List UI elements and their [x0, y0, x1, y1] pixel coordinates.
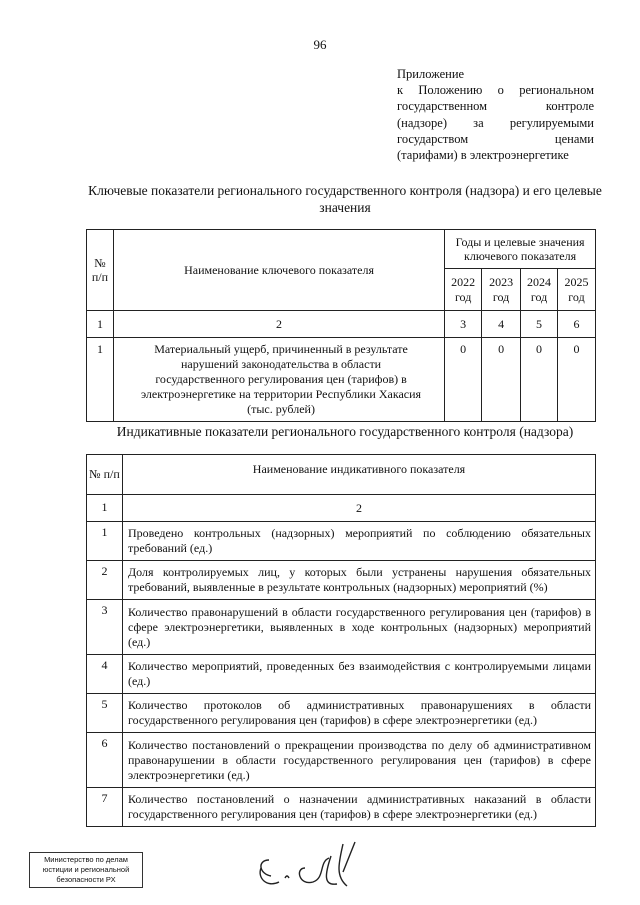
appendix-line: (тарифами) в электроэнергетике — [397, 148, 569, 163]
row-num: 7 — [87, 788, 123, 827]
row-value: 0 — [482, 338, 521, 422]
stamp-line: безопасности РХ — [56, 875, 116, 884]
row-name: Проведено контрольных (надзорных) мероприятий по соблюдению обязательных требований (ед.) — [123, 522, 596, 561]
row-num: 3 — [87, 600, 123, 655]
row-num: 4 — [87, 655, 123, 694]
row-num: 5 — [87, 694, 123, 733]
appendix-line: государственном контроле — [397, 99, 594, 114]
indicative-indicators-table — [86, 454, 596, 827]
year-header: 2024 год — [521, 269, 558, 311]
key-indicators-title: Ключевые показатели регионального государственного контроля (надзора) и его целевые значения — [88, 183, 602, 215]
row-value: 0 — [558, 338, 596, 422]
index-cell: 2 — [123, 495, 596, 522]
index-cell: 5 — [521, 311, 558, 338]
index-cell: 2 — [113, 311, 444, 338]
appendix-header — [397, 66, 594, 163]
table-row — [87, 788, 596, 827]
year-header: 2025 год — [558, 269, 596, 311]
stamp-line: Министерство по делам — [44, 855, 128, 864]
appendix-line: государством ценами — [397, 131, 594, 146]
key-indicators-table — [86, 229, 596, 422]
indicative-indicators-title: Индикативные показатели регионального государственного контроля (надзора) — [116, 424, 574, 439]
col-years-header: Годы и целевые значения ключевого показателя — [445, 230, 596, 269]
row-num: 1 — [87, 338, 114, 422]
row-num: 1 — [87, 522, 123, 561]
stamp-line: юстиции и региональной — [42, 865, 130, 874]
row-num: 2 — [87, 561, 123, 600]
table-row — [87, 694, 596, 733]
index-cell: 6 — [558, 311, 596, 338]
signature-icon — [255, 838, 375, 893]
col-num-header: № п/п — [87, 455, 123, 495]
index-cell: 3 — [445, 311, 482, 338]
appendix-line: к Положению о региональном — [397, 83, 594, 98]
index-cell: 1 — [87, 495, 123, 522]
page-number: 96 — [313, 37, 327, 52]
table-row — [87, 733, 596, 788]
row-value: 0 — [521, 338, 558, 422]
table-row — [87, 522, 596, 561]
index-cell: 4 — [482, 311, 521, 338]
row-name: Количество постановлений о назначении административных наказаний в области государственного регулирования цен (тарифов) в сфере электроэнергетики (ед.) — [123, 788, 596, 827]
appendix-line: Приложение — [397, 67, 465, 81]
table-row — [87, 655, 596, 694]
table-row — [87, 338, 596, 422]
row-name: Материальный ущерб, причиненный в результате нарушений законодательства в области государственного регулирования цен (тарифов) в электроэнергетике на территории Республики Хакасия (тыс. рублей) — [113, 338, 444, 422]
col-name-header: Наименование ключевого показателя — [113, 230, 444, 311]
col-name-header: Наименование индикативного показателя — [123, 455, 596, 495]
row-num: 6 — [87, 733, 123, 788]
appendix-line: (надзоре) за регулируемыми — [397, 115, 594, 130]
table-row — [87, 561, 596, 600]
row-name: Количество правонарушений в области государственного регулирования цен (тарифов) в сфере электроэнергетики, выявленных в ходе контрольных (надзорных) мероприятий (ед.) — [123, 600, 596, 655]
row-name: Доля контролируемых лиц, у которых были устранены нарушения обязательных требований, выявленные в результате контрольных (надзорных) мероприятий (%) — [123, 561, 596, 600]
year-header: 2022 год — [445, 269, 482, 311]
row-name: Количество протоколов об административных правонарушениях в области государственного регулирования цен (тарифов) в сфере электроэнергетики (ед.) — [123, 694, 596, 733]
registration-stamp — [29, 852, 143, 888]
index-cell: 1 — [87, 311, 114, 338]
row-name: Количество мероприятий, проведенных без взаимодействия с контролируемыми лицами (ед.) — [123, 655, 596, 694]
row-value: 0 — [445, 338, 482, 422]
table-row — [87, 600, 596, 655]
row-name: Количество постановлений о прекращении производства по делу об административном правонарушении в области государственного регулирования цен (тарифов) в сфере электроэнергетики (ед.) — [123, 733, 596, 788]
col-num-header: № п/п — [87, 230, 114, 311]
year-header: 2023 год — [482, 269, 521, 311]
